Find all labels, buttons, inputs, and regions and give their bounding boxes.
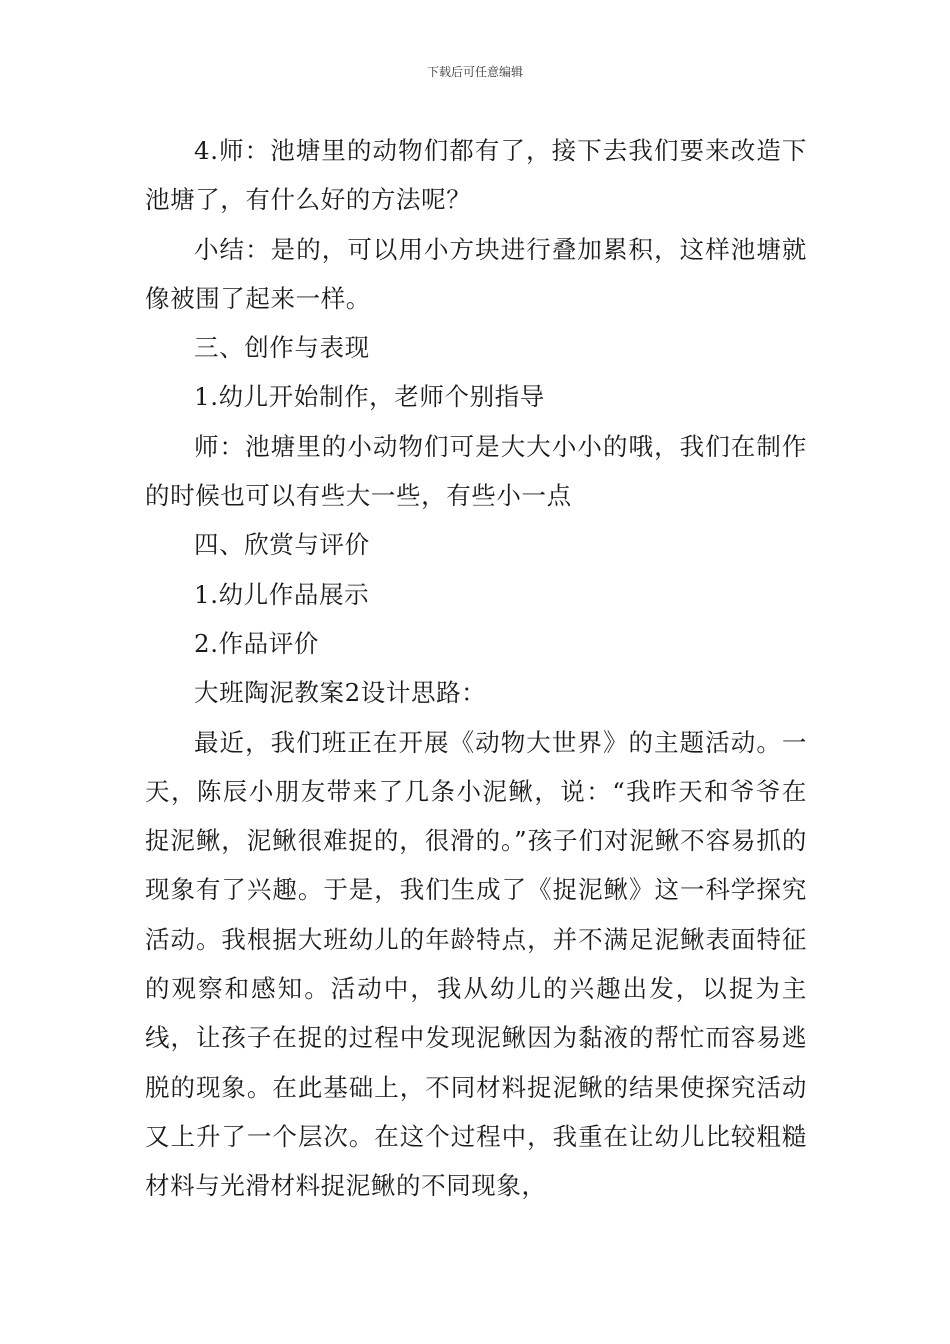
paragraph: 4.师：池塘里的动物们都有了，接下去我们要来改造下池塘了，有什么好的方法呢？: [145, 136, 807, 215]
section-heading: 三、创作与表现: [194, 333, 370, 363]
section-heading: 大班陶泥教案2设计思路：: [194, 678, 487, 708]
section-heading: 四、欣赏与评价: [194, 530, 370, 560]
document-body: [145, 126, 807, 1211]
page-header: 下载后可任意编辑: [426, 65, 523, 79]
paragraph: 小结：是的，可以用小方块进行叠加累积，这样池塘就像被围了起来一样。: [145, 234, 807, 313]
paragraph: 2.作品评价: [194, 628, 319, 658]
paragraph: 最近，我们班正在开展《动物大世界》的主题活动。一天，陈辰小朋友带来了几条小泥鳅，说：“我昨天和爷爷在捉泥鳅，泥鳅很难捉的，很滑的。”孩子们对泥鳅不容易抓的现象有了兴趣。于是，我们生成了《捉泥鳅》这一科学探究活动。我根据大班幼儿的年龄特点，并不满足泥鳅表面特征的观察和感知。活动中，我从幼儿的兴趣出发，以捉为主线，让孩子在捉的过程中发现泥鳅因为黏液的帮忙而容易逃脱的现象。在此基础上，不同材料捉泥鳅的结果使探究活动又上升了一个层次。在这个过程中，我重在让幼儿比较粗糙材料与光滑材料捉泥鳅的不同现象，: [145, 727, 807, 1201]
paragraph: 1.幼儿开始制作，老师个别指导: [194, 382, 545, 412]
paragraph: 1.幼儿作品展示: [194, 579, 370, 609]
paragraph: 师：池塘里的小动物们可是大大小小的哦，我们在制作的时候也可以有些大一些，有些小一点: [145, 431, 807, 511]
